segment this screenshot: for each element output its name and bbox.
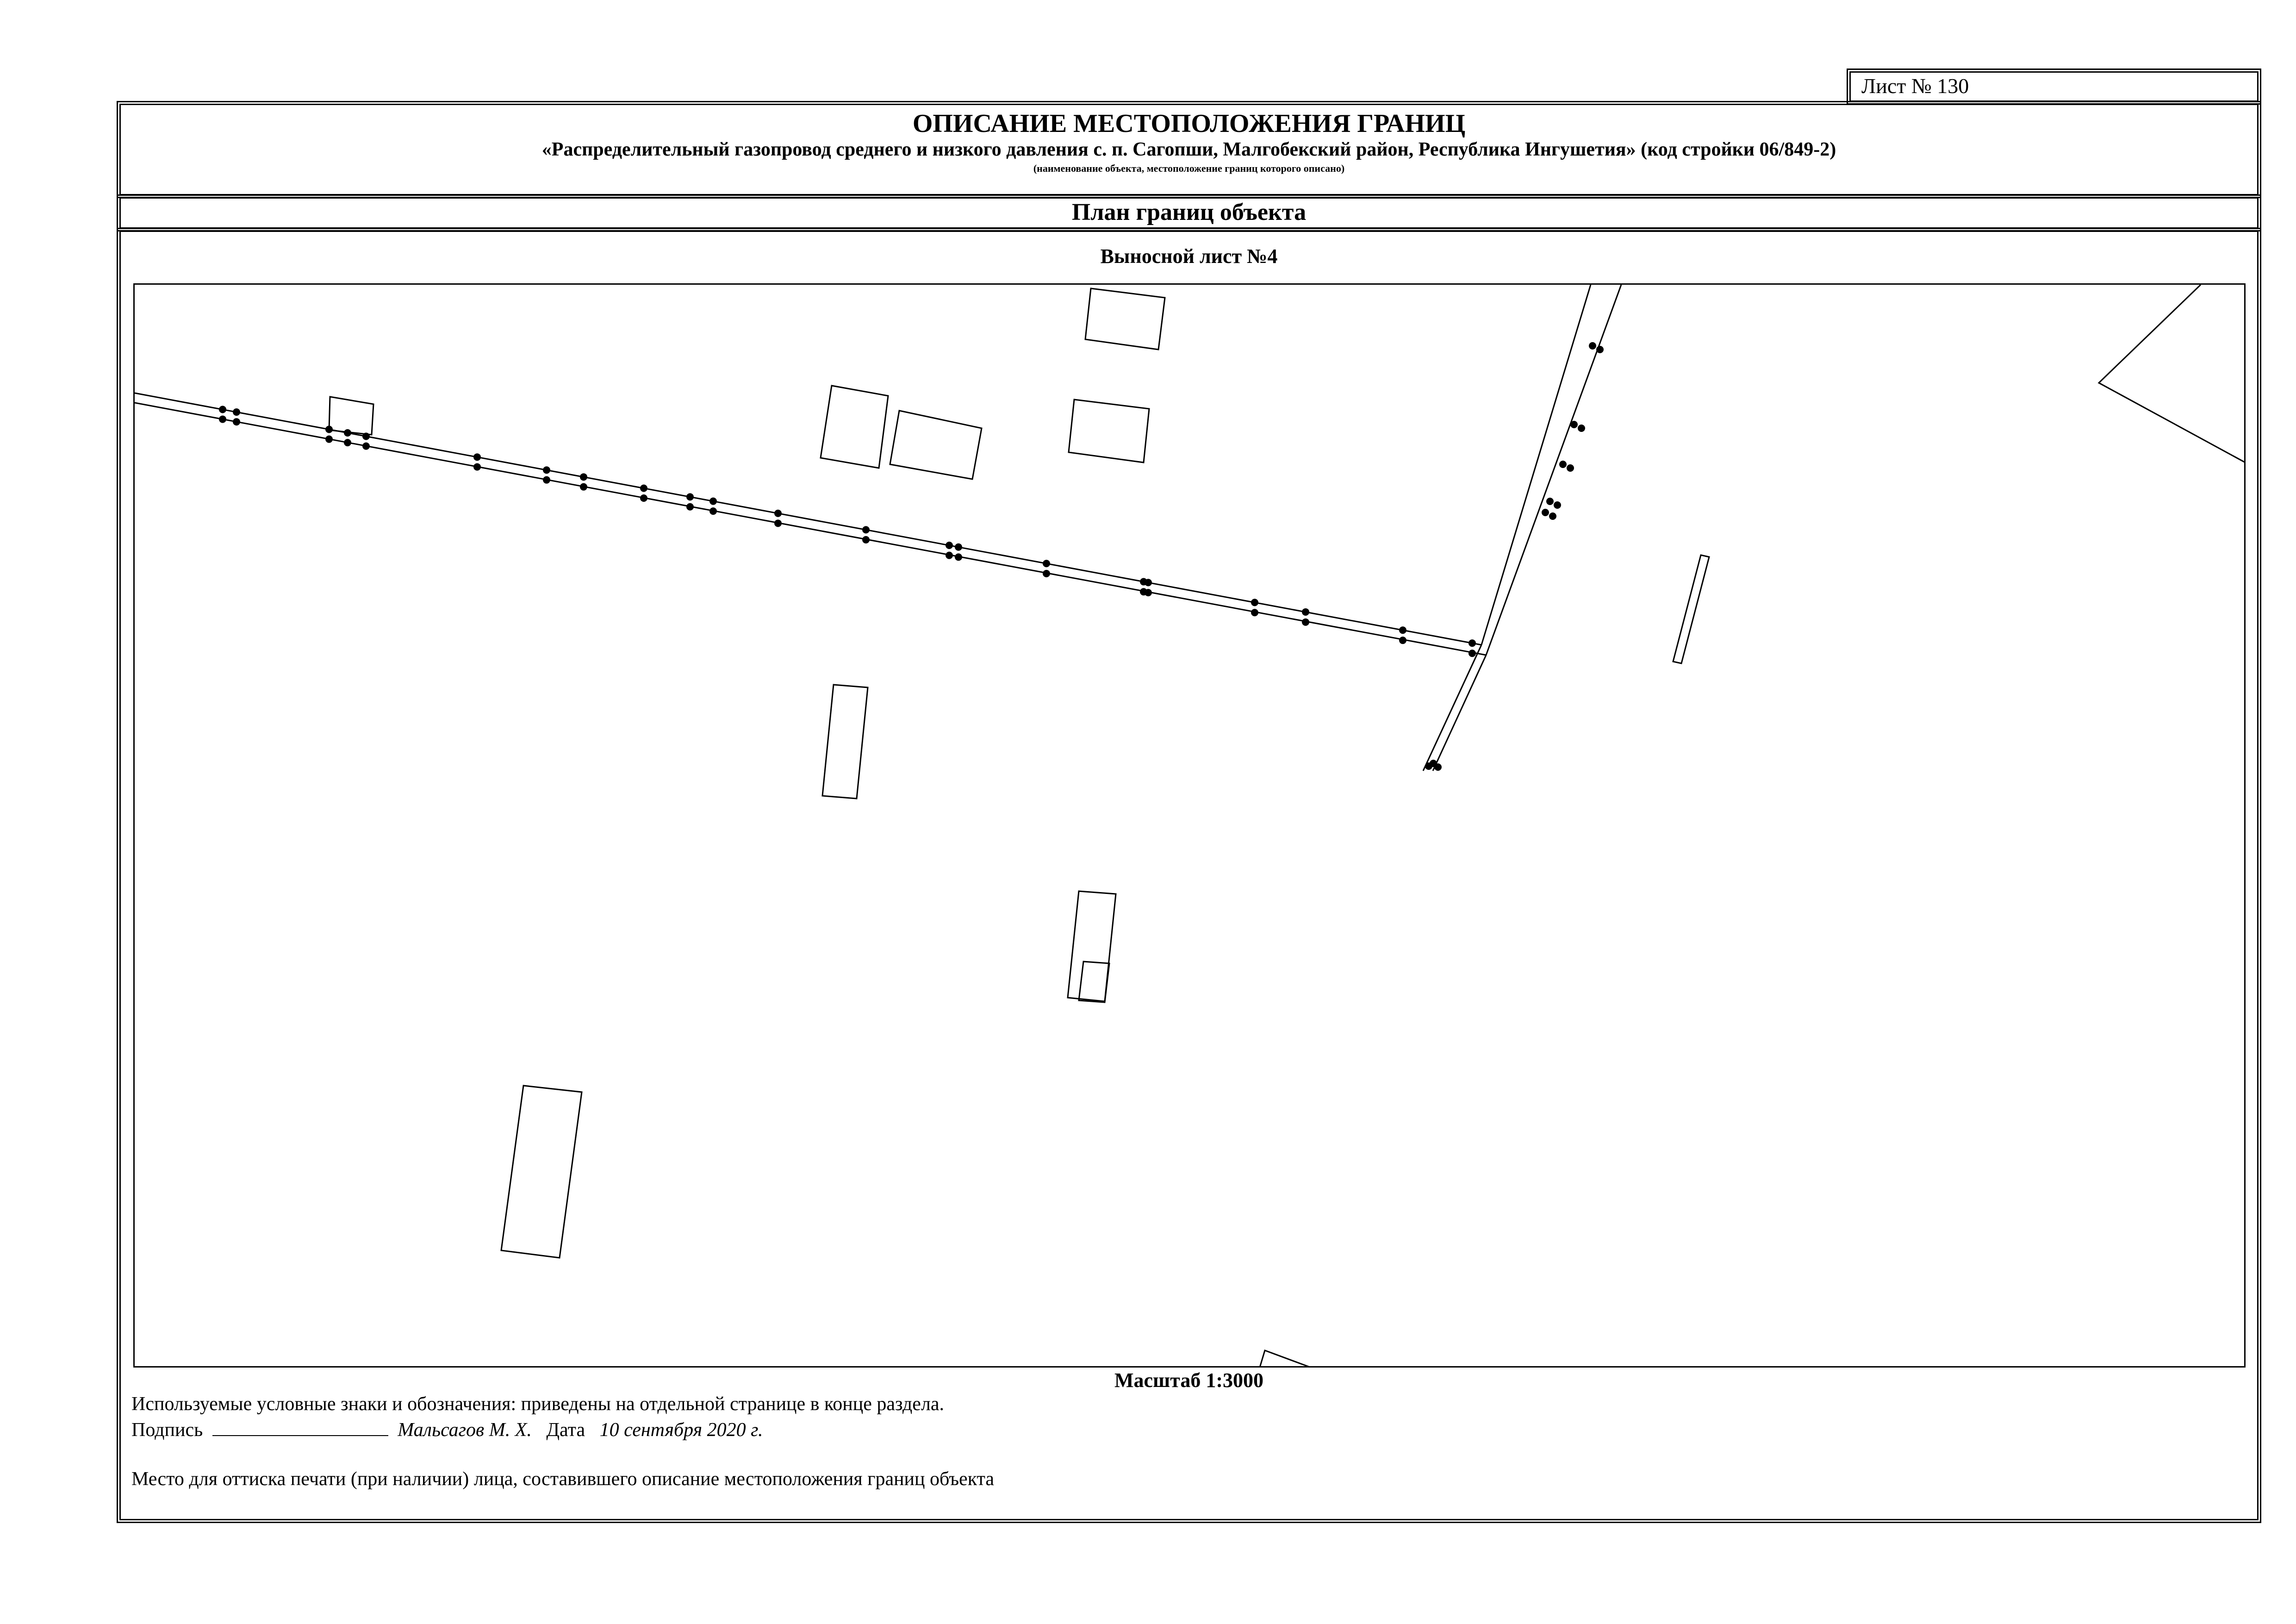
boundary-point <box>1399 626 1406 634</box>
boundary-point <box>344 439 351 446</box>
boundary-point <box>686 503 694 511</box>
parcel-outline <box>1079 962 1109 1002</box>
boundary-point <box>686 493 694 500</box>
pipeline-branch-line <box>1423 645 1481 771</box>
boundary-point <box>1554 501 1561 509</box>
parcel-outline <box>329 397 373 435</box>
signature-line <box>212 1417 388 1436</box>
boundary-point <box>1434 763 1442 771</box>
boundary-point <box>1468 650 1476 657</box>
boundary-point <box>1302 608 1309 616</box>
parcel-outline <box>822 685 868 799</box>
parcel-outline <box>1068 891 1116 1001</box>
boundary-point <box>946 552 953 559</box>
document-title: ОПИСАНИЕ МЕСТОПОЛОЖЕНИЯ ГРАНИЦ <box>912 109 1466 138</box>
boundary-point <box>709 507 717 515</box>
boundary-plan-map <box>135 285 2246 1368</box>
parcel-outline <box>1673 555 1709 663</box>
boundary-point <box>1302 618 1309 626</box>
boundary-point <box>325 426 333 433</box>
boundary-point <box>1567 464 1574 472</box>
sheet-subtitle: Выносной лист №4 <box>1100 245 1278 268</box>
boundary-point <box>862 536 870 543</box>
boundary-point <box>233 418 240 425</box>
parcel-outline <box>890 411 982 479</box>
boundary-point <box>1549 512 1556 520</box>
boundary-point <box>955 553 962 561</box>
boundary-point <box>709 498 717 505</box>
signature-date: 10 сентября 2020 г. <box>599 1419 763 1441</box>
boundary-point <box>473 453 481 461</box>
map-scale: Масштаб 1:3000 <box>1114 1369 1263 1392</box>
boundary-point <box>1570 421 1578 428</box>
boundary-point <box>640 494 647 502</box>
boundary-point <box>1399 637 1406 644</box>
boundary-point <box>1546 498 1554 505</box>
sheet-number: Лист № 130 <box>1861 74 1969 98</box>
parcel-outline <box>821 386 888 468</box>
boundary-point <box>1145 589 1152 596</box>
boundary-point <box>1596 346 1604 353</box>
plan-title: План границ объекта <box>1071 199 1307 225</box>
object-name-caption: (наименование объекта, местоположение границ которого описано) <box>1033 162 1345 174</box>
parcel-outline <box>1259 1350 1315 1368</box>
boundary-point <box>233 408 240 416</box>
boundary-point <box>473 463 481 471</box>
parcel-outline <box>501 1086 582 1258</box>
boundary-point <box>325 436 333 443</box>
signature-label: Подпись <box>131 1419 203 1441</box>
parcel-outline <box>1069 400 1149 462</box>
boundary-point <box>1559 461 1567 468</box>
map-frame <box>133 283 2246 1368</box>
legend-note: Используемые условные знаки и обозначения: приведены на отдельной странице в конце раздела. <box>131 1393 944 1415</box>
pipeline-corridor-line <box>135 403 1486 655</box>
boundary-point <box>862 526 870 533</box>
boundary-point <box>344 429 351 437</box>
pipeline-branch-line <box>1481 285 1591 645</box>
object-name: «Распределительный газопровод среднего и низкого давления с. п. Сагопши, Малгобекский район, Республика Ингушетия» (код стройки 06/849-2) <box>541 139 1836 160</box>
pipeline-branch-line <box>1486 285 1621 655</box>
boundary-point <box>219 406 226 413</box>
boundary-point <box>362 432 370 440</box>
boundary-point <box>1589 342 1596 350</box>
parcel-outline <box>1085 288 1165 350</box>
boundary-point <box>219 416 226 423</box>
date-label: Дата <box>546 1419 585 1441</box>
boundary-point <box>543 466 550 474</box>
boundary-point <box>543 476 550 484</box>
boundary-point <box>946 542 953 549</box>
boundary-point <box>955 543 962 551</box>
boundary-point <box>1542 509 1549 516</box>
boundary-point <box>1468 639 1476 647</box>
boundary-point <box>640 485 647 492</box>
signature-row <box>131 1417 763 1443</box>
boundary-point <box>1251 599 1258 606</box>
boundary-point <box>580 473 587 481</box>
boundary-point <box>1043 570 1050 577</box>
pipeline-branch-line <box>1433 655 1486 771</box>
signer-name: Мальсагов М. Х. <box>398 1419 532 1441</box>
stamp-note: Место для оттиска печати (при наличии) лица, составившего описание местоположения границ объекта <box>131 1468 995 1490</box>
boundary-point <box>1043 560 1050 567</box>
boundary-point <box>774 519 782 527</box>
boundary-point <box>1251 609 1258 616</box>
boundary-point <box>774 510 782 517</box>
parcel-outline <box>2099 285 2246 463</box>
boundary-point <box>362 443 370 450</box>
boundary-point <box>1145 579 1152 586</box>
boundary-point <box>580 483 587 491</box>
boundary-point <box>1578 425 1585 432</box>
